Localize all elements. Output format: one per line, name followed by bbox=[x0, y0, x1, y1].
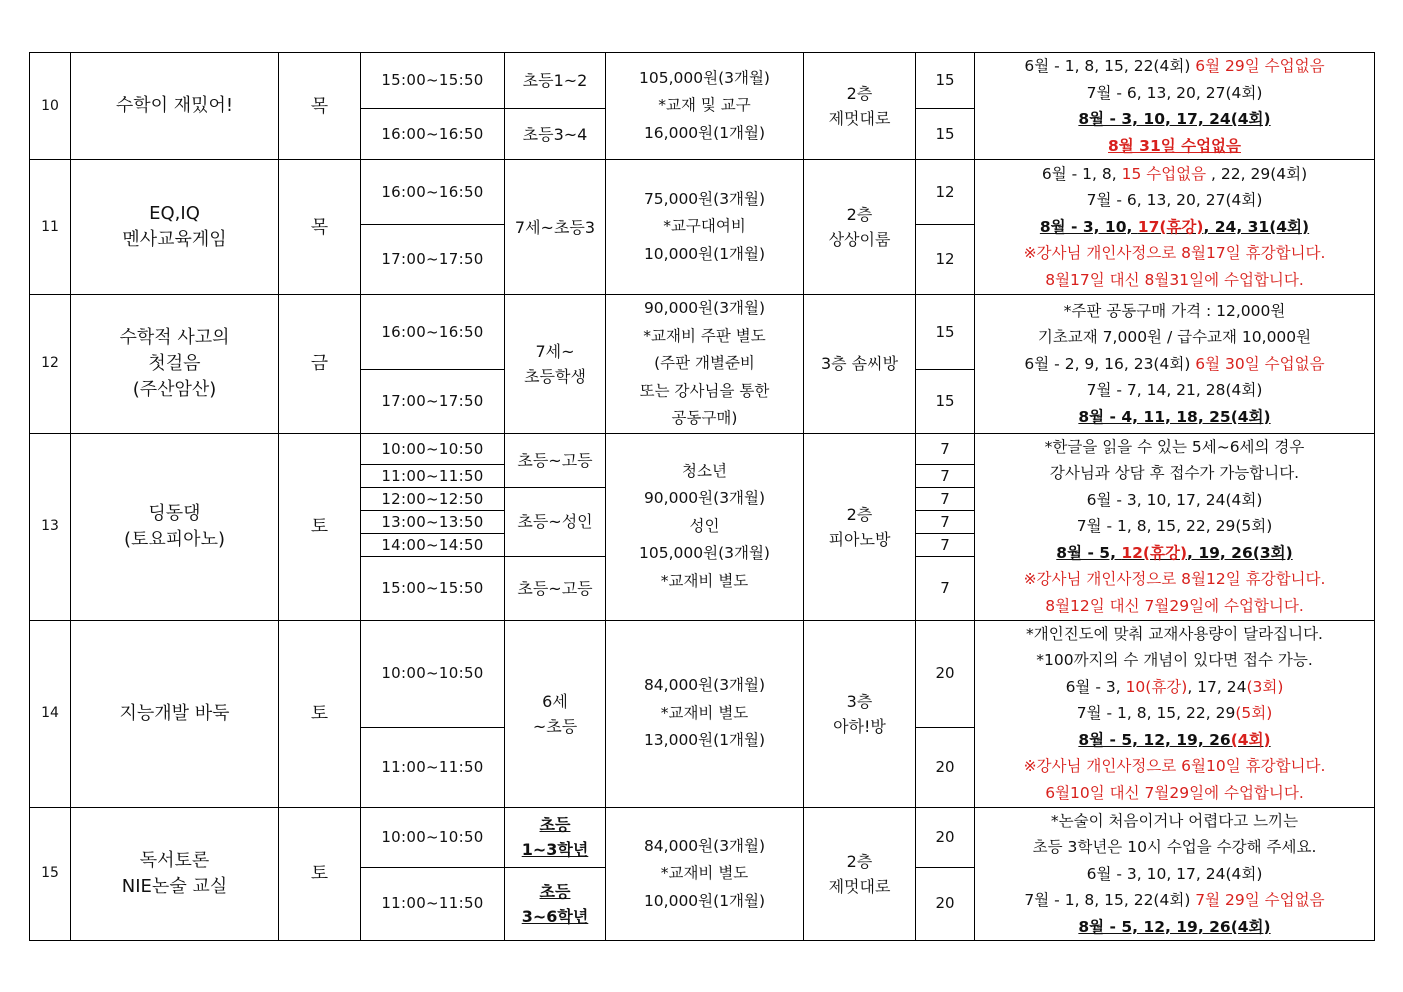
class-grade: 초등~고등 bbox=[505, 556, 606, 620]
class-room: 2층 제멋대로 bbox=[804, 53, 916, 160]
class-grade: 초등 3~6학년 bbox=[505, 867, 606, 940]
class-capacity: 20 bbox=[916, 807, 975, 867]
class-grade: 초등3~4 bbox=[505, 109, 606, 160]
class-room: 2층 피아노방 bbox=[804, 433, 916, 620]
class-time: 14:00~14:50 bbox=[361, 533, 505, 556]
class-room: 3층 아하!방 bbox=[804, 620, 916, 807]
class-name: 딩동댕 (토요피아노) bbox=[71, 433, 279, 620]
class-grade: 초등1~2 bbox=[505, 53, 606, 109]
table-row bbox=[30, 53, 1375, 109]
class-grade: 초등 1~3학년 bbox=[505, 807, 606, 867]
class-time: 17:00~17:50 bbox=[361, 370, 505, 433]
class-time: 16:00~16:50 bbox=[361, 160, 505, 225]
class-time: 11:00~11:50 bbox=[361, 727, 505, 807]
class-number: 10 bbox=[30, 53, 71, 160]
class-fee: 75,000원(3개월) *교구대여비 10,000원(1개월) bbox=[606, 160, 804, 295]
class-grade: 초등~고등 bbox=[505, 433, 606, 487]
class-time: 16:00~16:50 bbox=[361, 295, 505, 370]
class-day: 목 bbox=[279, 53, 361, 160]
class-number: 13 bbox=[30, 433, 71, 620]
class-name: 지능개발 바둑 bbox=[71, 620, 279, 807]
class-time: 11:00~11:50 bbox=[361, 867, 505, 940]
class-time: 13:00~13:50 bbox=[361, 510, 505, 533]
class-capacity: 7 bbox=[916, 464, 975, 487]
class-capacity: 7 bbox=[916, 433, 975, 464]
class-room: 2층 제멋대로 bbox=[804, 807, 916, 941]
class-capacity: 7 bbox=[916, 510, 975, 533]
class-day: 토 bbox=[279, 620, 361, 807]
class-grade: 7세~ 초등학생 bbox=[505, 295, 606, 434]
class-grade: 초등~성인 bbox=[505, 487, 606, 556]
class-fee: 청소년 90,000원(3개월) 성인 105,000원(3개월) *교재비 별도 bbox=[606, 433, 804, 620]
class-fee: 84,000원(3개월) *교재비 별도 13,000원(1개월) bbox=[606, 620, 804, 807]
class-capacity: 7 bbox=[916, 487, 975, 510]
class-capacity: 15 bbox=[916, 109, 975, 160]
class-capacity: 15 bbox=[916, 53, 975, 109]
class-room: 2층 상상이룸 bbox=[804, 160, 916, 295]
class-name: 수학이 재밌어! bbox=[71, 53, 279, 160]
class-capacity: 15 bbox=[916, 370, 975, 433]
class-fee: 84,000원(3개월) *교재비 별도 10,000원(1개월) bbox=[606, 807, 804, 941]
class-grade: 7세~초등3 bbox=[505, 160, 606, 295]
class-day: 토 bbox=[279, 807, 361, 941]
class-capacity: 20 bbox=[916, 620, 975, 727]
class-number: 12 bbox=[30, 295, 71, 434]
class-capacity: 20 bbox=[916, 727, 975, 807]
class-capacity: 12 bbox=[916, 225, 975, 295]
class-name: EQ,IQ 멘사교육게임 bbox=[71, 160, 279, 295]
class-day: 토 bbox=[279, 433, 361, 620]
class-time: 10:00~10:50 bbox=[361, 433, 505, 464]
class-capacity: 7 bbox=[916, 533, 975, 556]
class-time: 17:00~17:50 bbox=[361, 225, 505, 295]
class-grade: 6세 ~초등 bbox=[505, 620, 606, 807]
class-schedule: 6월 - 1, 8, 15 수업없음 , 22, 29(4회) 7월 - 6, 13, 20, 27(4회) 8월 - 3, 10, 17(휴강), 24, 31(4회) ※강사님 개인사정으로 8월17일 휴강합니다. 8월17일 대신 8월31일에 수업합니다. bbox=[975, 160, 1375, 295]
class-time: 16:00~16:50 bbox=[361, 109, 505, 160]
class-name: 독서토론 NIE논술 교실 bbox=[71, 807, 279, 941]
class-time: 12:00~12:50 bbox=[361, 487, 505, 510]
class-fee: 105,000원(3개월) *교재 및 교구 16,000원(1개월) bbox=[606, 53, 804, 160]
class-schedule: *논술이 처음이거나 어렵다고 느끼는 초등 3학년은 10시 수업을 수강해 주세요. 6월 - 3, 10, 17, 24(4회) 7월 - 1, 8, 15, 22(4회) 7월 29일 수업없음 8월 - 5, 12, 19, 26(4회) bbox=[975, 807, 1375, 941]
class-capacity: 15 bbox=[916, 295, 975, 370]
class-number: 15 bbox=[30, 807, 71, 941]
table-row bbox=[30, 807, 1375, 867]
class-number: 14 bbox=[30, 620, 71, 807]
table-row bbox=[30, 295, 1375, 370]
class-time: 10:00~10:50 bbox=[361, 807, 505, 867]
class-schedule: *개인진도에 맞춰 교재사용량이 달라집니다. *100까지의 수 개념이 있다면 접수 가능. 6월 - 3, 10(휴강), 17, 24(3회) 7월 - 1, 8, 15, 22, 29(5회) 8월 - 5, 12, 19, 26(4회) ※강사님 개인사정으로 6월10일 휴강합니다. 6월10일 대신 7월29일에 수업합니다. bbox=[975, 620, 1375, 807]
class-day: 금 bbox=[279, 295, 361, 434]
table-row bbox=[30, 160, 1375, 225]
class-schedule: *주판 공동구매 가격 : 12,000원 기초교재 7,000원 / 급수교재 10,000원 6월 - 2, 9, 16, 23(4회) 6월 30일 수업없음 7월 - 7, 14, 21, 28(4회) 8월 - 4, 11, 18, 25(4회) bbox=[975, 295, 1375, 434]
class-fee: 90,000원(3개월) *교재비 주판 별도 (주판 개별준비 또는 강사님을 통한 공동구매) bbox=[606, 295, 804, 434]
class-room: 3층 솜씨방 bbox=[804, 295, 916, 434]
class-capacity: 12 bbox=[916, 160, 975, 225]
class-name: 수학적 사고의 첫걸음 (주산암산) bbox=[71, 295, 279, 434]
class-time: 11:00~11:50 bbox=[361, 464, 505, 487]
table-row bbox=[30, 620, 1375, 727]
class-time: 15:00~15:50 bbox=[361, 556, 505, 620]
class-capacity: 20 bbox=[916, 867, 975, 940]
class-time: 15:00~15:50 bbox=[361, 53, 505, 109]
table-row bbox=[30, 433, 1375, 464]
class-capacity: 7 bbox=[916, 556, 975, 620]
class-number: 11 bbox=[30, 160, 71, 295]
class-day: 목 bbox=[279, 160, 361, 295]
class-schedule: 6월 - 1, 8, 15, 22(4회) 6월 29일 수업없음 7월 - 6, 13, 20, 27(4회) 8월 - 3, 10, 17, 24(4회) 8월 31일 수업없음 bbox=[975, 53, 1375, 160]
class-time: 10:00~10:50 bbox=[361, 620, 505, 727]
class-schedule-table bbox=[29, 52, 1375, 941]
class-schedule: *한글을 읽을 수 있는 5세~6세의 경우 강사님과 상담 후 접수가 가능합니다. 6월 - 3, 10, 17, 24(4회) 7월 - 1, 8, 15, 22, 29(5회) 8월 - 5, 12(휴강), 19, 26(3회) ※강사님 개인사정으로 8월12일 휴강합니다. 8월12일 대신 7월29일에 수업합니다. bbox=[975, 433, 1375, 620]
